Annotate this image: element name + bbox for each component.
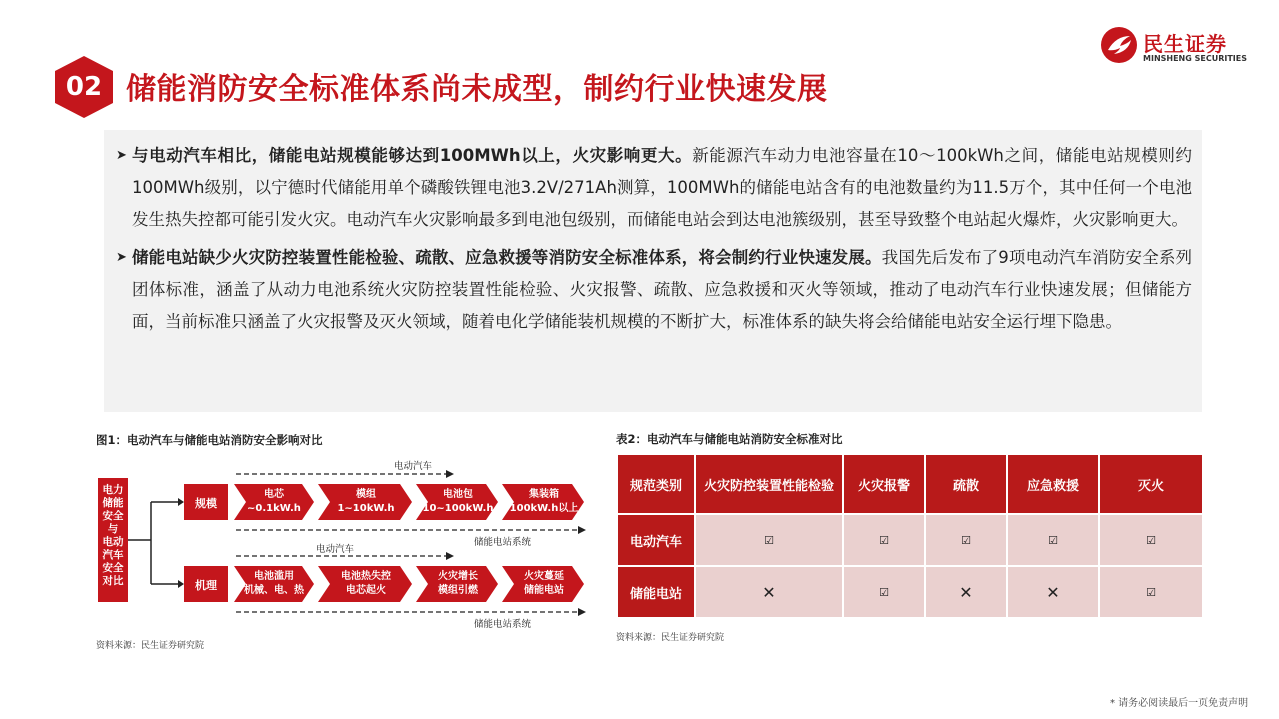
logo-text-cn: 民生证券 [1143, 32, 1227, 56]
table-row [617, 566, 1203, 618]
row2-category: 机理 [195, 579, 217, 592]
table-header: 火灾防控装置性能检验 [695, 454, 843, 514]
section-number-badge [52, 54, 116, 120]
table2 [616, 453, 1202, 619]
company-logo [1100, 24, 1250, 68]
standards-table [616, 453, 1204, 619]
figure1-title: 图1：电动汽车与储能电站消防安全影响对比 [96, 433, 323, 447]
row1-step-4: 集装箱 100kW.h以上 [509, 489, 579, 514]
bullet-arrow-icon: ➤ [116, 148, 127, 163]
summary-point-1 [116, 140, 1192, 236]
row1-step-1: 电芯 ~0.1kW.h [247, 489, 301, 514]
disclaimer: * 请务必阅读最后一页免责声明 [1110, 698, 1249, 709]
table-cell: ✕ [925, 566, 1007, 618]
page-title: 储能消防安全标准体系尚未成型，制约行业快速发展 [126, 72, 828, 107]
logo-mark-icon [1100, 26, 1138, 64]
summary-point-1-bold: 与电动汽车相比，储能电站规模能够达到100MWh以上，火灾影响更大。 [132, 146, 693, 165]
row1-bottom-arrow-label: 储能电站系统 [474, 537, 532, 548]
figure1-left-box: 电力 储能 安全 与 电动 汽车 安全 对比 [98, 478, 128, 602]
table-header-row [617, 454, 1203, 514]
table-cell: ☑ [1007, 514, 1099, 566]
table2-source: 资料来源：民生证券研究院 [616, 633, 725, 643]
row1-top-arrow-label: 电动汽车 [394, 461, 433, 472]
table-header: 规范类别 [617, 454, 695, 514]
table-cell: ☑ [843, 566, 925, 618]
row2-step-4: 火灾蔓延 储能电站 [524, 571, 564, 596]
row1-step-2: 模组 1~10kW.h [337, 489, 395, 514]
row2-step-3: 火灾增长 模组引燃 [438, 571, 478, 596]
row1-category: 规模 [195, 497, 217, 510]
summary-point-2-bold: 储能电站缺少火灾防控装置性能检验、疏散、应急救援等消防安全标准体系，将会制约行业快速发展。 [132, 248, 882, 267]
row2-top-arrow-label: 电动汽车 [316, 544, 355, 555]
table-cell: ☑ [1099, 566, 1203, 618]
row2-step-1: 电池滥用 机械、电、热 [244, 571, 304, 596]
table-header: 疏散 [925, 454, 1007, 514]
row1-step-3: 电池包 10~100kW.h [422, 489, 494, 514]
table-cell: ✕ [1007, 566, 1099, 618]
table-cell: ☑ [925, 514, 1007, 566]
bullet-arrow-icon: ➤ [116, 250, 127, 265]
table-cell: ☑ [695, 514, 843, 566]
summary-box [104, 130, 1202, 412]
table-header: 灭火 [1099, 454, 1203, 514]
table-row [617, 514, 1203, 566]
row2-step-2: 电池热失控 电芯起火 [341, 571, 391, 596]
table-cell: ☑ [843, 514, 925, 566]
logo-text-en: MINSHENG SECURITIES [1143, 54, 1247, 63]
summary-point-2 [116, 242, 1192, 338]
table2-title: 表2：电动汽车与储能电站消防安全标准对比 [616, 432, 843, 446]
row-label: 电动汽车 [617, 514, 695, 566]
figure1-source: 资料来源：民生证券研究院 [96, 641, 205, 651]
section-number: 02 [65, 72, 103, 102]
table-header: 火灾报警 [843, 454, 925, 514]
figure1-diagram [96, 452, 596, 642]
summary-point-1-text: 新能源汽车动力电池容量在10～100kWh之间，储能电站规模则约100MWh级别，以宁德时代储能用单个磷酸铁锂电池3.2V/271Ah测算，100MWh的储能电站含有的电池数量约为11.5万个，其中任何一个电池发生热失控都可能引发火灾。电动汽车火灾影响最多到电池包级别，而储能电站会到达电池簇级别，甚至导致整个电站起火爆炸，火灾影响更大。 [132, 146, 1192, 229]
table-header: 应急救援 [1007, 454, 1099, 514]
table-cell: ✕ [695, 566, 843, 618]
row-label: 储能电站 [617, 566, 695, 618]
row2-bottom-arrow-label: 储能电站系统 [474, 619, 532, 630]
summary-point-2-text: 我国先后发布了9项电动汽车消防安全系列团体标准，涵盖了从动力电池系统火灾防控装置性能检验、火灾报警、疏散、应急救援和灭火等领域，推动了电动汽车行业快速发展；但储能方面，当前标准只涵盖了火灾报警及灭火领域，随着电化学储能装机规模的不断扩大，标准体系的缺失将会给储能电站安全运行埋下隐患。 [132, 248, 1193, 331]
table-cell: ☑ [1099, 514, 1203, 566]
